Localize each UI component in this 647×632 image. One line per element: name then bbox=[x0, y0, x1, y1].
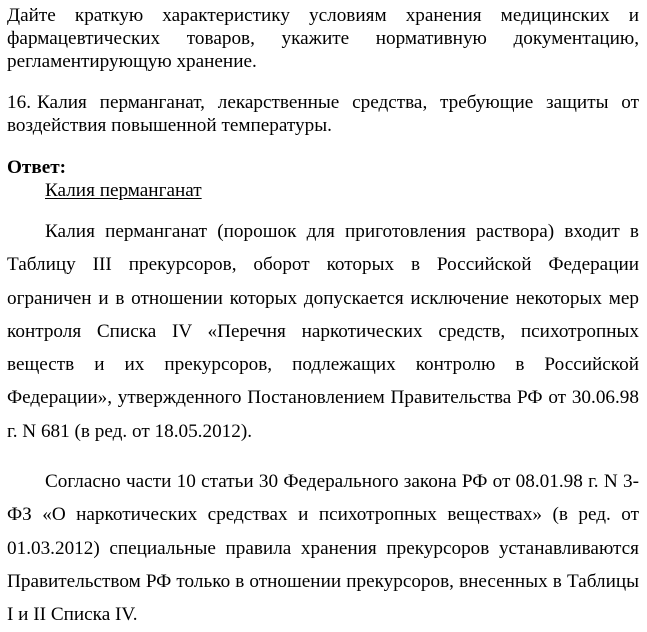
question-intro: Дайте краткую характеристику условиям хранения медицинских и фармацевтических товаров, укажите нормативную документацию, регламентирующую хранение. bbox=[7, 5, 639, 72]
question-item bbox=[7, 91, 639, 137]
document-page bbox=[7, 0, 639, 632]
answer-subheading: Калия перманганат bbox=[45, 180, 202, 201]
answer-paragraph: Калия перманганат (порошок для приготовления раствора) входит в Таблицу III прекурсоров, оборот которых в Российской Федерации ограничен и в отношении которых допускается исключение некоторых мер контроля Списка IV «Перечня наркотических средств, психотропных веществ и их прекурсоров, подлежащих контролю в Российской Федерации», утвержденного Постановлением Правительства РФ от 30.06.98 г. N 681 (в ред. от 18.05.2012). bbox=[7, 221, 639, 442]
answer-paragraph: Согласно части 10 статьи 30 Федерального закона РФ от 08.01.98 г. N 3-ФЗ «О наркотических средствах и психотропных веществах» (в ред. от 01.03.2012) специальные правила хранения прекурсоров устанавливаются Правительством РФ только в отношении прекурсоров, внесенных в Таблицы I и II Списка IV. bbox=[7, 471, 639, 626]
question-item-text: Калия перманганат, лекарственные средства, требующие защиты от воздействия повышенной температуры. bbox=[7, 92, 639, 136]
answer-label: Ответ: bbox=[7, 157, 67, 178]
question-item-number: 16. bbox=[7, 92, 31, 113]
